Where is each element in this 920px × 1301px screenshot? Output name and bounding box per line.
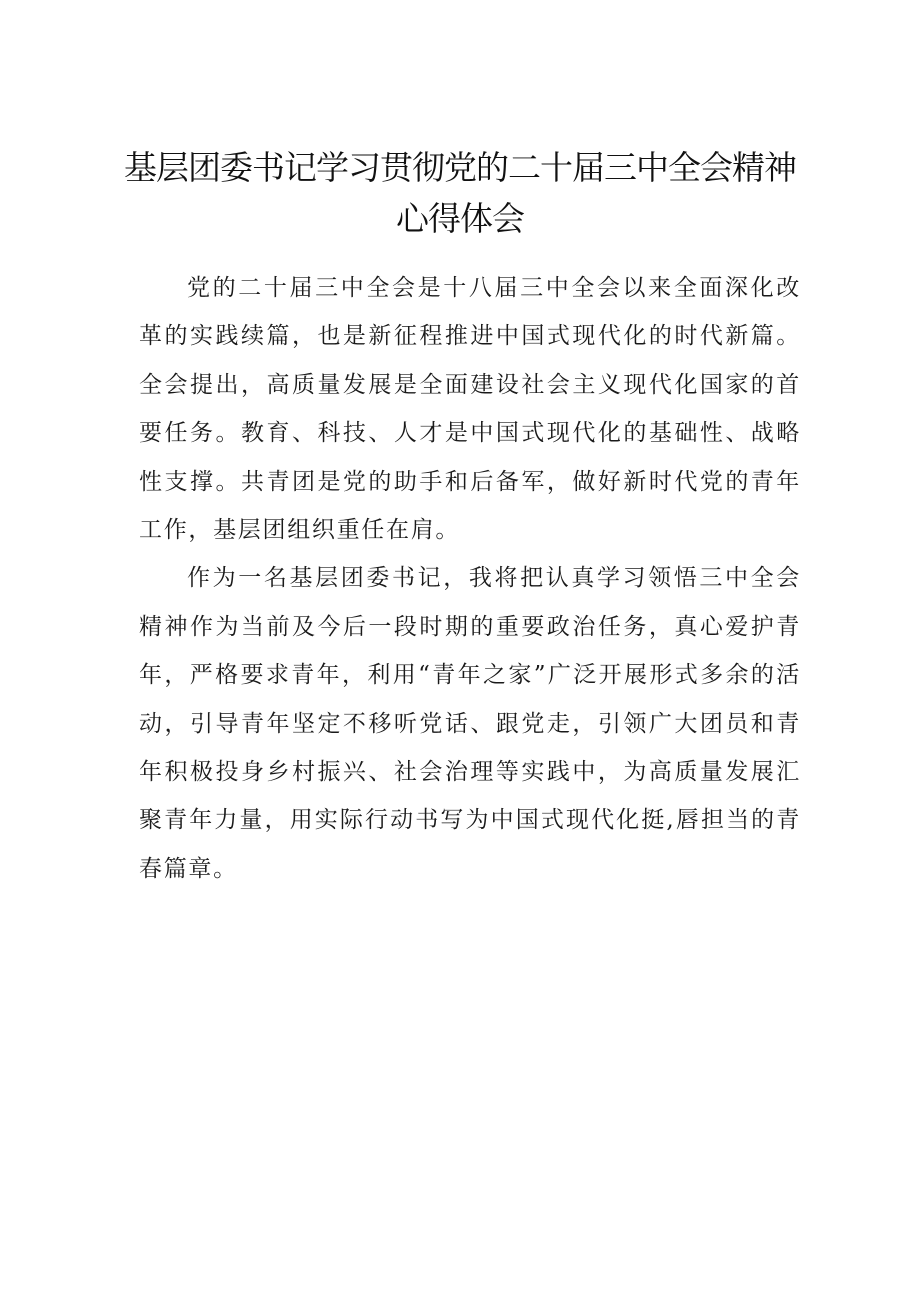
document-body [139, 264, 801, 893]
document-title: 基层团委书记学习贯彻党的二十届三中全会精神心得体会 [124, 148, 796, 238]
paragraph-2: 作为一名基层团委书记，我将把认真学习领悟三中全会精神作为当前及今后一段时期的重要政治任务，真心爱护青年，严格要求青年，利用“青年之家”广泛开展形式多余的活动，引导青年坚定不移听党话、跟党走，引领广大团员和青年积极投身乡村振兴、社会治理等实践中，为高质量发展汇聚青年力量，用实际行动书写为中国式现代化挺,唇担当的青春篇章。 [139, 565, 801, 882]
paragraph-1: 党的二十届三中全会是十八届三中全会以来全面深化改革的实践续篇，也是新征程推进中国式现代化的时代新篇。全会提出，高质量发展是全面建设社会主义现代化国家的首要任务。教育、科技、人才是中国式现代化的基础性、战略性支撑。共青团是党的助手和后备军，做好新时代党的青年工作，基层团组织重任在肩。 [139, 275, 801, 544]
